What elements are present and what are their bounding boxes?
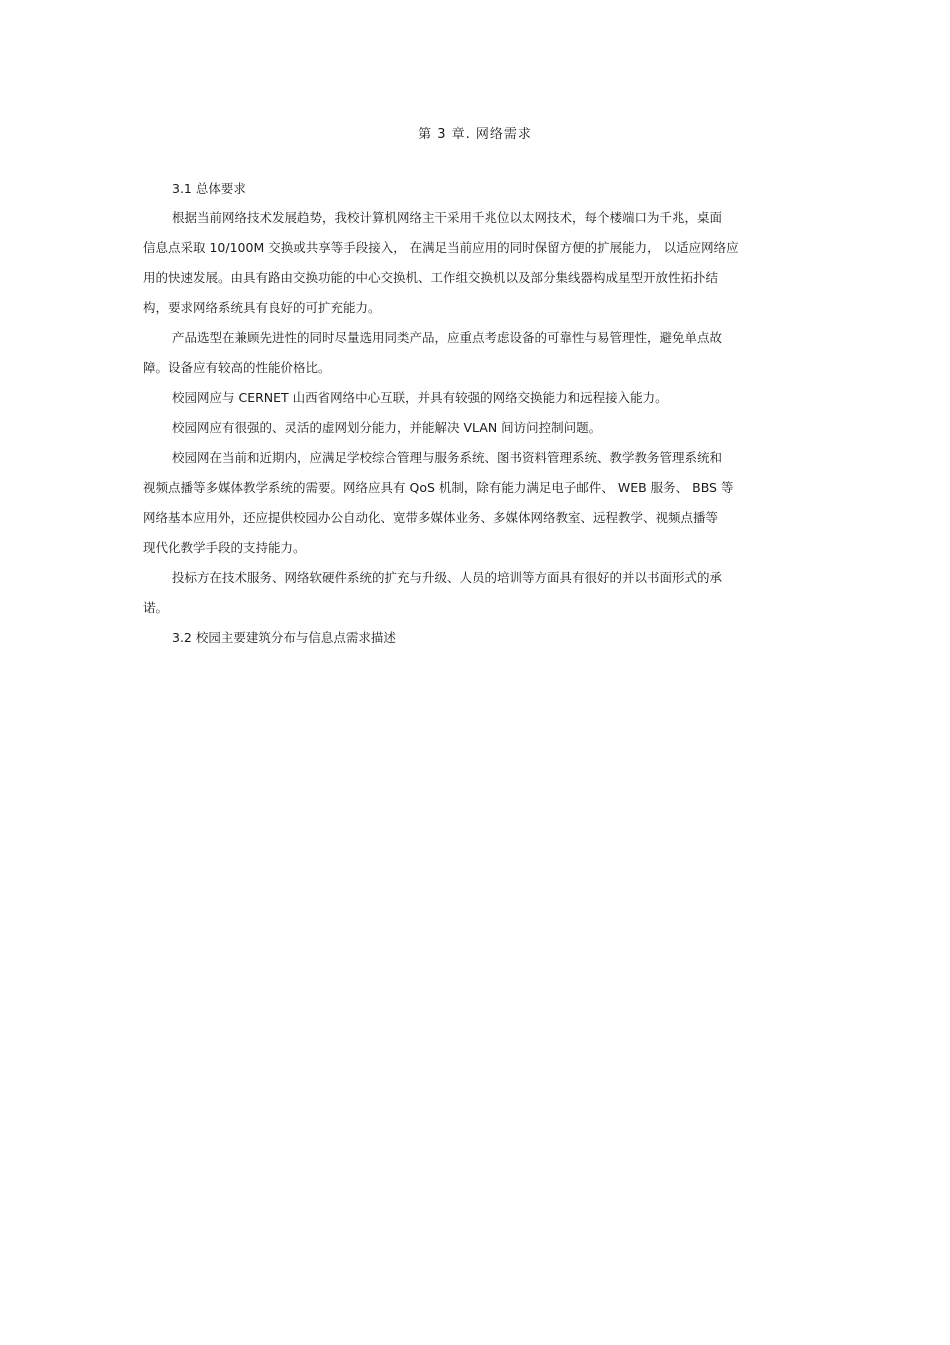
paragraph-line: 校园网在当前和近期内，应满足学校综合管理与服务系统、图书资料管理系统、教学教务管理系统和 — [172, 450, 723, 465]
paragraph-line: 投标方在技术服务、网络软硬件系统的扩充与升级、人员的培训等方面具有很好的并以书面形式的承 — [172, 570, 723, 585]
paragraph-line: 用的快速发展。由具有路由交换功能的中心交换机、工作组交换机以及部分集线器构成星型开放性拓扑结 — [143, 270, 719, 285]
section-heading-3-1: 3.1 总体要求 — [172, 181, 246, 196]
paragraph-line: 校园网应有很强的、灵活的虚网划分能力，并能解决 VLAN 间访问控制问题。 — [172, 420, 602, 435]
paragraph-line: 诺。 — [143, 600, 169, 615]
chapter-title: 第 3 章. 网络需求 — [418, 127, 532, 142]
paragraph-line: 构，要求网络系统具有良好的可扩充能力。 — [143, 300, 381, 315]
paragraph-line: 信息点采取 10/100M 交换或共享等手段接入， 在满足当前应用的同时保留方便的扩展能力， 以适应网络应 — [143, 240, 739, 255]
paragraph-line: 产品选型在兼顾先进性的同时尽量选用同类产品，应重点考虑设备的可靠性与易管理性，避免单点故 — [172, 330, 723, 345]
paragraph-line: 根据当前网络技术发展趋势，我校计算机网络主干采用千兆位以太网技术，每个楼端口为千兆，桌面 — [172, 210, 723, 225]
paragraph-line: 网络基本应用外，还应提供校园办公自动化、宽带多媒体业务、多媒体网络教室、远程教学、视频点播等 — [143, 510, 719, 525]
section-heading-3-2: 3.2 校园主要建筑分布与信息点需求描述 — [172, 630, 396, 645]
paragraph-line: 视频点播等多媒体教学系统的需要。网络应具有 QoS 机制，除有能力满足电子邮件、 WEB 服务、 BBS 等 — [143, 480, 734, 495]
paragraph-line: 现代化教学手段的支持能力。 — [143, 540, 306, 555]
paragraph-line: 障。设备应有较高的性能价格比。 — [143, 360, 331, 375]
paragraph-line: 校园网应与 CERNET 山西省网络中心互联，并具有较强的网络交换能力和远程接入能力。 — [172, 390, 668, 405]
